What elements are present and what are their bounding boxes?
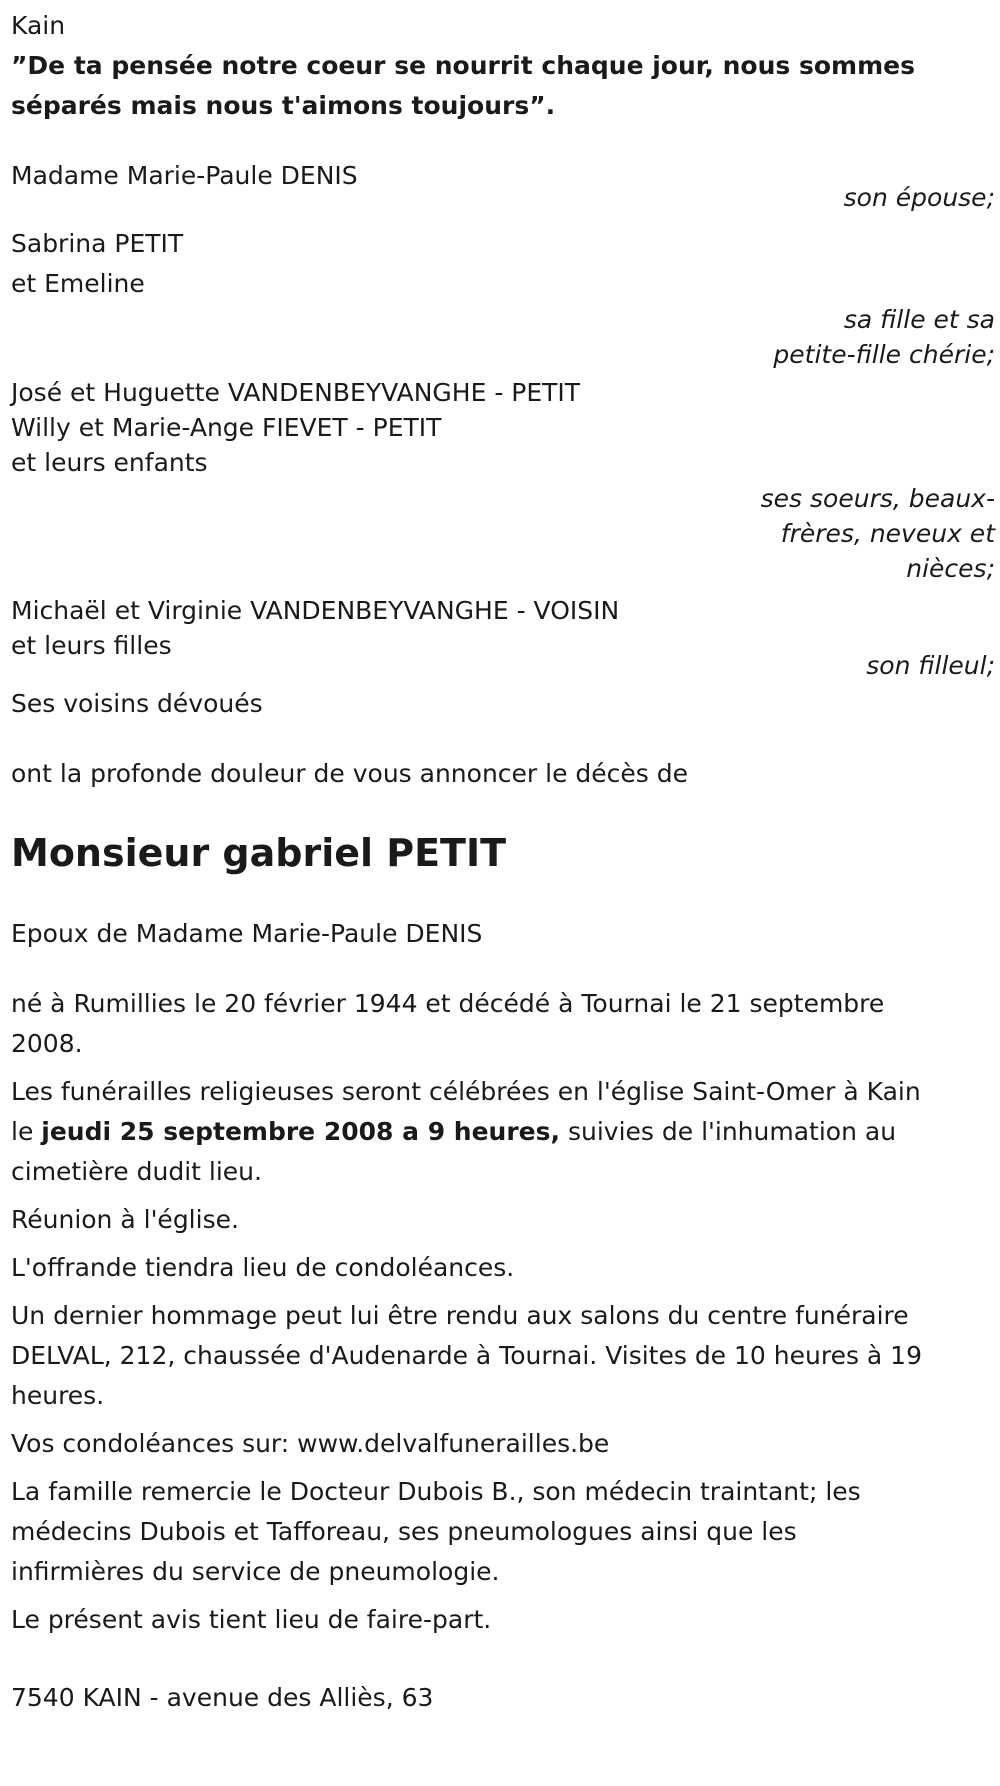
- family-name: et leurs enfants: [11, 448, 208, 477]
- birth-death-line-2: 2008.: [11, 1029, 83, 1058]
- hommage-line-3: heures.: [11, 1381, 105, 1410]
- family-name: Ses voisins dévoués: [11, 689, 263, 718]
- family-name: José et Huguette VANDENBEYVANGHE - PETIT: [11, 378, 581, 407]
- family-group-spouse: [11, 156, 996, 218]
- place-name: Kain: [11, 11, 66, 40]
- family-name: Willy et Marie-Ange FIEVET - PETIT: [11, 413, 442, 442]
- announcement: ont la profonde douleur de vous annoncer le décès de: [11, 759, 689, 788]
- family-relation: sa fille et sa: [843, 305, 995, 334]
- reunion: Réunion à l'église.: [11, 1205, 239, 1234]
- funeral-suffix: suivies de l'inhumation au: [560, 1117, 897, 1146]
- remerciements-line-3: infirmières du service de pneumologie.: [11, 1557, 500, 1586]
- family-name: Sabrina PETIT: [11, 229, 184, 258]
- family-relation: son filleul;: [866, 651, 995, 680]
- family-group-daughter: [11, 224, 996, 375]
- address: 7540 KAIN - avenue des Alliès, 63: [11, 1683, 434, 1712]
- family-name: Michaël et Virginie VANDENBEYVANGHE - VOISIN: [11, 596, 620, 625]
- birth-death-line-1: né à Rumillies le 20 février 1944 et décédé à Tournai le 21 septembre: [11, 989, 885, 1018]
- quote-line-1: ”De ta pensée notre coeur se nourrit chaque jour, nous sommes: [11, 51, 915, 80]
- offrande: L'offrande tiendra lieu de condoléances.: [11, 1253, 515, 1282]
- hommage-line-1: Un dernier hommage peut lui être rendu aux salons du centre funéraire: [11, 1301, 909, 1330]
- family-group-godson: [11, 591, 996, 686]
- remerciements-line-1: La famille remercie le Docteur Dubois B., son médecin traintant; les: [11, 1477, 861, 1506]
- funeral-prefix: le: [11, 1117, 42, 1146]
- funeral-line-2: [11, 1112, 996, 1152]
- family-name: et leurs filles: [11, 631, 172, 660]
- hommage-line-2: DELVAL, 212, chaussée d'Audenarde à Tournai. Visites de 10 heures à 19: [11, 1341, 922, 1370]
- family-group-neighbours: [11, 684, 996, 724]
- faire-part: Le présent avis tient lieu de faire-part.: [11, 1605, 492, 1634]
- family-group-siblings: [11, 373, 996, 589]
- family-relation: nièces;: [906, 554, 995, 583]
- family-relation: ses soeurs, beaux-: [760, 484, 995, 513]
- family-relation: son épouse;: [843, 183, 995, 212]
- quote-line-2: séparés mais nous t'aimons toujours”.: [11, 91, 556, 120]
- quote: [11, 46, 996, 126]
- funeral-details: [11, 1072, 996, 1192]
- funeral-line-3: cimetière dudit lieu.: [11, 1157, 262, 1186]
- family-name: Madame Marie-Paule DENIS: [11, 161, 358, 190]
- spouse-line: Epoux de Madame Marie-Paule DENIS: [11, 919, 483, 948]
- birth-death: [11, 984, 996, 1064]
- deceased-name: Monsieur gabriel PETIT: [11, 831, 507, 875]
- family-relation: frères, neveux et: [780, 519, 995, 548]
- remerciements-line-2: médecins Dubois et Tafforeau, ses pneumologues ainsi que les: [11, 1517, 797, 1546]
- remerciements: [11, 1472, 996, 1592]
- condoleances: Vos condoléances sur: www.delvalfunerailles.be: [11, 1429, 610, 1458]
- hommage: [11, 1296, 996, 1416]
- funeral-line-1: Les funérailles religieuses seront célébrées en l'église Saint-Omer à Kain: [11, 1077, 921, 1106]
- obituary-notice: [11, 6, 996, 1718]
- family-name: et Emeline: [11, 269, 145, 298]
- funeral-date: jeudi 25 septembre 2008 a 9 heures,: [41, 1117, 561, 1146]
- family-relation: petite-fille chérie;: [773, 340, 995, 369]
